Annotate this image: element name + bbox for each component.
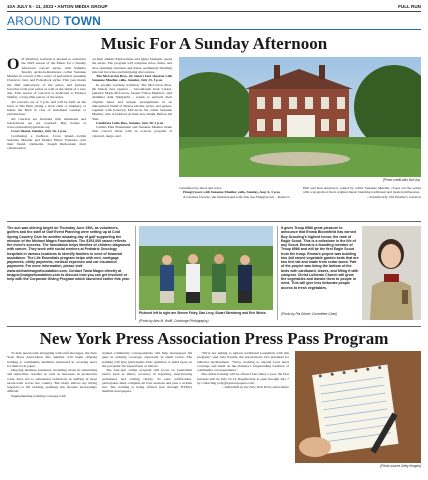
golfers-photo-caption: Pictured left to right are Steven Foley, Dan Levy, Stuart Sternberg and Eric Weiss. [139,311,267,315]
notebook-illustration [295,351,421,463]
article2-col1 [7,351,97,398]
header-rule [7,11,421,12]
article1-col2-p4: Cambiata Cello Duo, Sunday, July 30, 3 p.m. [96,120,164,125]
page-header-right: FULL RUN [398,4,421,9]
column-divider-right [277,226,278,320]
press-pass-photo-caption: (Photo source Getty Images) [380,464,421,468]
article1-col2-p1: on their albums Explorations and Quiet Strength, opens the series. The program will comprise solos, duets, and trios spanning centuries and styles, seamlessly blending beloved favorites and intriguing discoveries. [92,57,172,74]
press-pass-photo [295,351,421,463]
article1-col1-p1: Old Westbury Gardens is pleased to announce the 2023 season of the Music for a Sunday Afternoon concert series, with Summer Sunday Artist-in-Residence cellist Suzanne Mueller in concert with a roster of performers spanning Classical, Jazz, and Folk-Rock styles. This year marks the 20th anniversary of the series, and features favorites from past series as well as the debut of a new duo. This season of concerts is dedicated to Eleanor Sheffer, a long-time patron of the series. [7,56,86,100]
section-rule [7,29,421,30]
article1-headline: Music For A Sunday Afternoon [100,34,328,53]
article1-photo-caption: (Photo credit Alex Nuf Ga) [382,178,420,182]
article1-col3-p1: contemporary duets and solos. [179,186,223,190]
article1-col3 [179,186,297,199]
section-name: TOWN [63,14,101,28]
article2-col3-p1: "We're not aiming to replace traditional journalists with this program," said Jody Patrick, the association's vice president for editorial development. "We're working to expand local news coverage and build on the industry's longstanding tradition of community correspondents." [197,351,289,372]
article1-col2-p2: The McCarron Bros. (& Sister) Jazz Quartet with Suzanne Mueller, cello, Sunday, July 23, 3 p.m. [92,74,172,83]
article2-col2-p2: The four-part online program will focus on journalism basics such as ethics, accuracy in reporting, interviewing techniques and writing clearly. To earn certification, participants must complete all four sessions and pass a written test. The training is being offered free through NYPA's member newspapers. [102,368,192,394]
eagle-scout-brief: It gives Troop 6566 great pleasure to announce that Emma Bloomfield has earned Boy Scouting's highest honor, the rank of Eagle Scout. This is a milestone in the life of any Scout. Emma is a founding member of Troop 6566 and will be the first Eagle Scout from the troop. Emma's project was building two 4x8 raised vegetable garden beds that are two feet tall and made from cedar wood. Part of the project was lining the bottom of the beds with cardboard, leaves, and filling it with compost. Christ Lutheran Church will grow the vegetables and donate them to people in need. This will give less fortunate people access to fresh vegetables. [281,226,359,290]
eagle-scout-credit: (Photo by Pia Glover, Committee Chair) [281,312,337,316]
article1-col1-p2: All concerts are at 3 p.m. and will be held on the lawn at The Barn (bring a lawn chair or blanket), or inside the Barn in case of inclement weather or extreme heat. [7,99,86,117]
article2-col1-p1: To help newsrooms struggling with staff shortages, the New York Press Association this summer will begin offering training to community members interested in covering news for their local paper. [7,351,97,368]
article2-col2 [102,351,192,394]
scout-portrait-illustration [362,226,421,320]
article1-signature: —Submitted by Old Westbury Gardens [366,194,421,199]
article2-col3-p2: The online training will be offered four times a year; the first sessions will be July 10-13. Registration is open through July 7 by contacting jody@nynewspapers.com. [197,372,289,385]
article2-col2-p1: trained community correspondents will help newspapers fill gaps in existing coverage, especially in small towns. The training will give participants basic guidance to build upon on the job under the supervision of editors. [102,351,192,368]
article1-col1-p4: Cross Island, Sunday, July 16, 3 p.m. [11,129,67,134]
column-divider [135,226,136,320]
golf-outing-brief: The sun was shining bright on Thursday June 15th, as volunteers, golfers and the staff of Golf Event Planning were setting up at Cold Spring Country Club for another amazing day of golf supporting the mission of the Michael Magro Foundation. The $193,000 raised reflects the event's success. The foundation helps families of children diagnosed with cancer. They work with social workers at Pediatric Oncology hospitals in various locations to identify families in need of financial assistance. The Life Essentials program helps with rent, mortgage payments, utility payments, medical expenses and car insurance/ payments. For more information, please visit www.michaelmagrofoundation.com. Contact Tania Magro directly at tmagro@magrofoundation.com to discuss how you can get involved or help with the Corporate Giving Program which launched earlier this year. [7,226,131,281]
article1-col2-p3: In another Gardens tradition, The McCarron Bros. (& Sister) Jazz Quartet – Saxophonist Paul Carlon, guitarist Mack McCarron, bassist Trifon Dimitrov, and drummer Ami Sekiguchi – return to perform their original tunes and unique arrangements in an atmospheric blend of diverse idioms, styles, and genres, together with honorary McCarron Sis cellist Suzanne Mueller, who is featured on their new album, Before All This. [92,82,172,121]
article2-headline: New York Press Association Press Pass Program [39,329,389,348]
article2-signature: —Submitted by the New York Press Association [221,385,289,389]
section-label [7,14,101,28]
section-divider-2 [7,326,421,327]
golfers-illustration [139,226,273,310]
article1-col2-p5: Cellists Paul Finkelstein and Suzanne Mueller make their concert debut with an eclectic program of classical, tango, and [92,125,172,138]
article2-col1-p2: Ongoing business pressures, including drops in advertising and subscriber revenue as well as increases in production costs, have led to substantial reductions in staffing in most newsrooms across the country. But many editors say hiring reporters to fill existing openings has become increasingly difficult. [7,368,97,394]
article1-col3-p2: Hungrytown with Suzanne Mueller, cello, Sunday, Aug. 6, 3 p.m. [183,190,281,195]
article1-col1-p3: All concerts are included with admission and reservations are not required. Buy tickets at www.oldwestburygardens.org. [7,116,86,129]
gardens-mansion-photo [179,57,421,177]
golfers-photo [139,226,273,310]
golfers-photo-credit: (Photo by Alex M. Wolff, Concierge Photography) [139,319,209,323]
page-header-left: 10A JULY 5 - 11, 2023 • ANTON MEDIA GROUP [7,4,108,9]
eagle-scout-photo [362,226,421,320]
article1-col4 [303,186,421,199]
article1-col1 [7,57,86,151]
article1-col3-p3: A Gardens favorite, the husband-and-wife folk duo Hungrytown – Rebecca [183,194,290,199]
dropcap: O [7,56,20,73]
article2-col3 [197,351,289,389]
article1-col1-p5: Continuing a tradition, Cross Island—Cellist Suzanne Mueller and Pianist Elinor Fantasia—join their friend, clarinetist, Joseph Rutkowski, their collaboration [7,133,86,151]
article1-col4-p1: Hall and Ken Anderson, joined by cellist Suzanne Mueller, closes out the series with a program of their original music blending traditional and modern influences. [303,186,421,195]
section-prefix: AROUND [7,14,61,28]
article2-col1-p3: Supplementing existing coverage with [11,393,66,398]
article1-col2 [92,57,172,138]
mansion-illustration [179,57,421,177]
section-divider [7,221,421,222]
